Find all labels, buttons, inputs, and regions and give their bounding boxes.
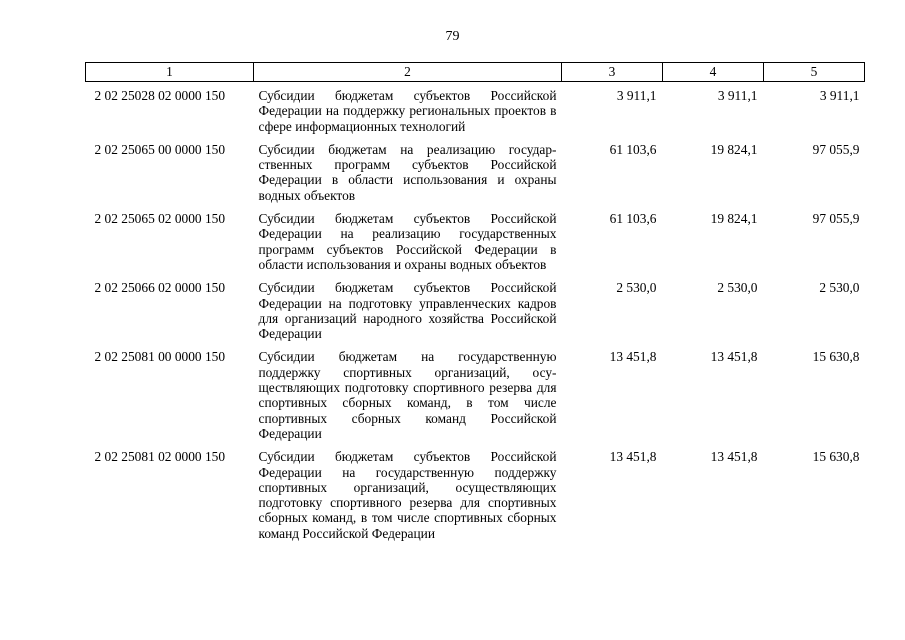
header-row xyxy=(86,63,865,82)
table-body xyxy=(86,82,865,550)
amount-col-5: 3 911,1 xyxy=(819,88,860,103)
table-row xyxy=(86,349,865,449)
amount-col-3: 13 451,8 xyxy=(609,449,657,465)
amount-col-4: 2 530,0 xyxy=(717,280,758,296)
amount-col-4: 13 451,8 xyxy=(710,349,758,365)
classification-code: 2 02 25028 02 0000 150 xyxy=(94,88,226,103)
classification-code: 2 02 25081 00 0000 150 xyxy=(94,349,226,365)
revenue-description: Субсидии бюджетам субъектов Российской Федерации на государственную поддержку спортивных организаций, осуществляющих подготовку спортивного резерва для спортивных сборных команд, в том числе спортивных сборных команд Российской Федерации xyxy=(258,449,557,541)
classification-code: 2 02 25065 00 0000 150 xyxy=(94,141,226,157)
header-col-2: 2 xyxy=(254,63,562,82)
table-row xyxy=(86,280,865,349)
amount-col-3: 3 911,1 xyxy=(616,88,657,103)
header-col-3: 3 xyxy=(562,63,663,82)
amount-col-4: 13 451,8 xyxy=(710,449,758,465)
header-col-4: 4 xyxy=(663,63,764,82)
revenue-description: Субсидии бюджетам субъектов Российской Федерации на реализацию государственных программ субъектов Российской Федерации в области использования и охраны водных объектов xyxy=(258,211,557,272)
amount-col-4: 19 824,1 xyxy=(710,211,758,227)
table-header xyxy=(86,63,865,82)
revenue-description: Субсидии бюджетам субъектов Российской Федерации на поддержку региональных проектов в сфере информационных технологий xyxy=(258,88,557,134)
page-number: 79 xyxy=(445,29,460,44)
header-col-1: 1 xyxy=(86,63,254,82)
amount-col-4: 19 824,1 xyxy=(710,141,758,157)
table-row xyxy=(86,449,865,549)
amount-col-5: 97 055,9 xyxy=(812,141,860,157)
table-row xyxy=(86,142,865,211)
revenue-description: Субсидии бюджетам на государственную поддержку спортивных организаций, осуществляющих подготовку спортивного резерва для спортивных сборных команд, в том числе спортивных сборных команд Российской Федерации xyxy=(258,349,557,441)
amount-col-5: 97 055,9 xyxy=(812,211,860,227)
classification-code: 2 02 25066 02 0000 150 xyxy=(94,280,226,296)
budget-table xyxy=(85,62,865,549)
classification-code: 2 02 25081 02 0000 150 xyxy=(94,449,226,465)
amount-col-3: 2 530,0 xyxy=(616,280,657,296)
header-col-5: 5 xyxy=(764,63,865,82)
amount-col-5: 15 630,8 xyxy=(812,449,860,465)
amount-col-5: 15 630,8 xyxy=(812,349,860,365)
revenue-description: Субсидии бюджетам субъектов Российской Федерации на подготовку управленческих кадров для организаций народного хозяйства Российской Федерации xyxy=(258,280,557,342)
amount-col-5: 2 530,0 xyxy=(819,280,860,296)
table-row xyxy=(86,211,865,280)
revenue-description: Субсидии бюджетам на реализацию государственных программ субъектов Российской Федерации в области использования и охраны водных объектов xyxy=(258,141,557,203)
classification-code: 2 02 25065 02 0000 150 xyxy=(94,211,226,227)
amount-col-4: 3 911,1 xyxy=(717,88,758,103)
amount-col-3: 61 103,6 xyxy=(609,141,657,157)
amount-col-3: 13 451,8 xyxy=(609,349,657,365)
amount-col-3: 61 103,6 xyxy=(609,211,657,227)
table-row xyxy=(86,82,865,142)
